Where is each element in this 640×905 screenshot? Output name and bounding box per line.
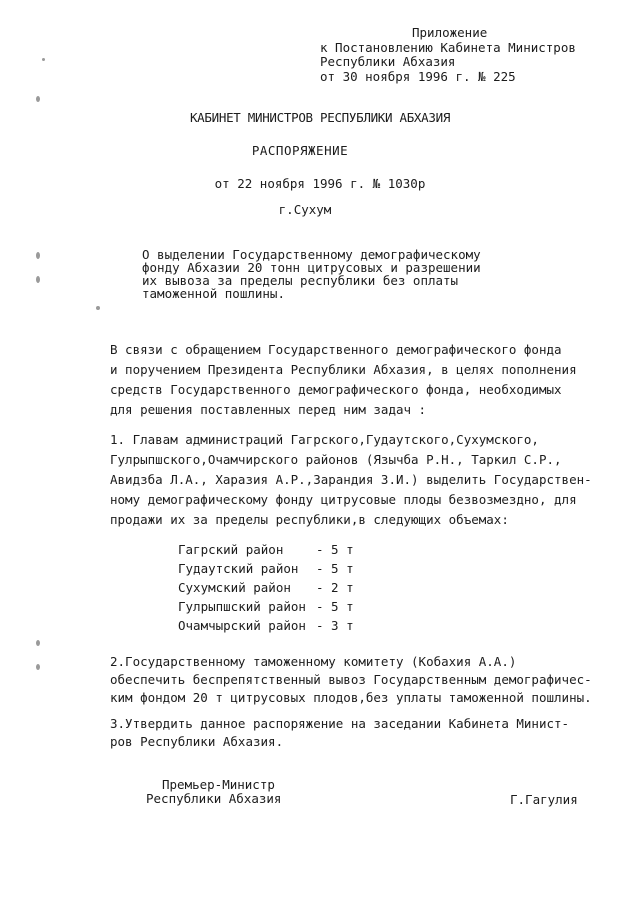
allocation-row (178, 597, 376, 616)
district-amount: - 3 т (316, 618, 354, 633)
district-name: Гагрский район (178, 542, 284, 557)
subject-line: фонду Абхазии 20 тонн цитрусовых и разрешении (142, 260, 481, 275)
body-line: 1. Главам администраций Гагрского,Гудаутского,Сухумского, (110, 432, 539, 447)
scan-speck (36, 96, 40, 102)
district-amount: - 2 т (316, 580, 354, 595)
order-date-number: от 22 ноября 1996 г. № 1030р (214, 176, 426, 191)
allocation-row (178, 616, 376, 635)
appendix-republic: Республики Абхазия (320, 54, 456, 69)
signatory-name: Г.Гагулия (510, 792, 578, 807)
body-line: ров Республики Абхазия. (110, 734, 284, 749)
organization-title: КАБИНЕТ МИНИСТРОВ РЕСПУБЛИКИ АБХАЗИЯ (189, 110, 451, 125)
allocation-row (178, 540, 376, 559)
body-line: Гулрыпшского,Очамчирского районов (Язычба Р.Н., Таркил С.Р., (110, 452, 562, 467)
body-line: и поручением Президента Республики Абхазия, в целях пополнения (110, 362, 577, 377)
district-name: Гудаутский район (178, 561, 299, 576)
subject-block (142, 248, 481, 300)
scan-speck (36, 664, 40, 670)
district-name: Сухумский район (178, 580, 291, 595)
district-amount: - 5 т (316, 599, 354, 614)
body-line: обеспечить беспрепятственный вывоз Государственным демографичес- (110, 672, 592, 687)
body-line: для решения поставленных перед ним задач : (110, 402, 427, 417)
body-line: 3.Утвердить данное распоряжение на заседании Кабинета Минист- (110, 716, 570, 731)
allocation-list (178, 540, 376, 635)
allocation-row (178, 559, 376, 578)
signatory-republic: Республики Абхазия (146, 791, 282, 806)
subject-line: таможенной пошлины. (142, 286, 285, 301)
document-type: РАСПОРЯЖЕНИЕ (251, 143, 349, 158)
subject-line: их вывоза за пределы республики без оплаты (142, 273, 459, 288)
city-name: г.Сухум (278, 202, 332, 217)
body-line: ким фондом 20 т цитрусовых плодов,без уплаты таможенной пошлины. (110, 690, 592, 705)
appendix-reference: к Постановлению Кабинета Министров (320, 39, 576, 55)
scan-speck (36, 276, 40, 283)
body-line: продажи их за пределы республики,в следующих объемах: (110, 512, 509, 527)
signatory-title: Премьер-Министр (162, 777, 275, 792)
body-line: 2.Государственному таможенному комитету (Кобахия А.А.) (110, 654, 517, 669)
district-name: Гулрыпшский район (178, 599, 306, 614)
district-amount: - 5 т (316, 561, 354, 576)
body-line: ному демографическому фонду цитрусовые плоды безвозмездно, для (110, 492, 577, 507)
appendix-date-number: от 30 ноября 1996 г. № 225 (320, 68, 516, 84)
scan-speck (42, 58, 45, 61)
scan-speck (96, 306, 100, 310)
scan-speck (36, 640, 40, 646)
scan-speck (36, 252, 40, 259)
allocation-row (178, 578, 376, 597)
body-line: средств Государственного демографического фонда, необходимых (110, 382, 562, 397)
appendix-label: Приложение (412, 25, 488, 40)
appendix-block (320, 26, 576, 84)
district-name: Очамчырский район (178, 618, 306, 633)
body-line: В связи с обращением Государственного демографического фонда (110, 342, 562, 357)
body-line: Авидзба Л.А., Харазия А.Р.,Зарандия З.И.) выделить Государствен- (110, 472, 592, 487)
subject-line: О выделении Государственному демографическому (142, 247, 481, 262)
signatory-position (146, 778, 281, 806)
district-amount: - 5 т (316, 542, 354, 557)
